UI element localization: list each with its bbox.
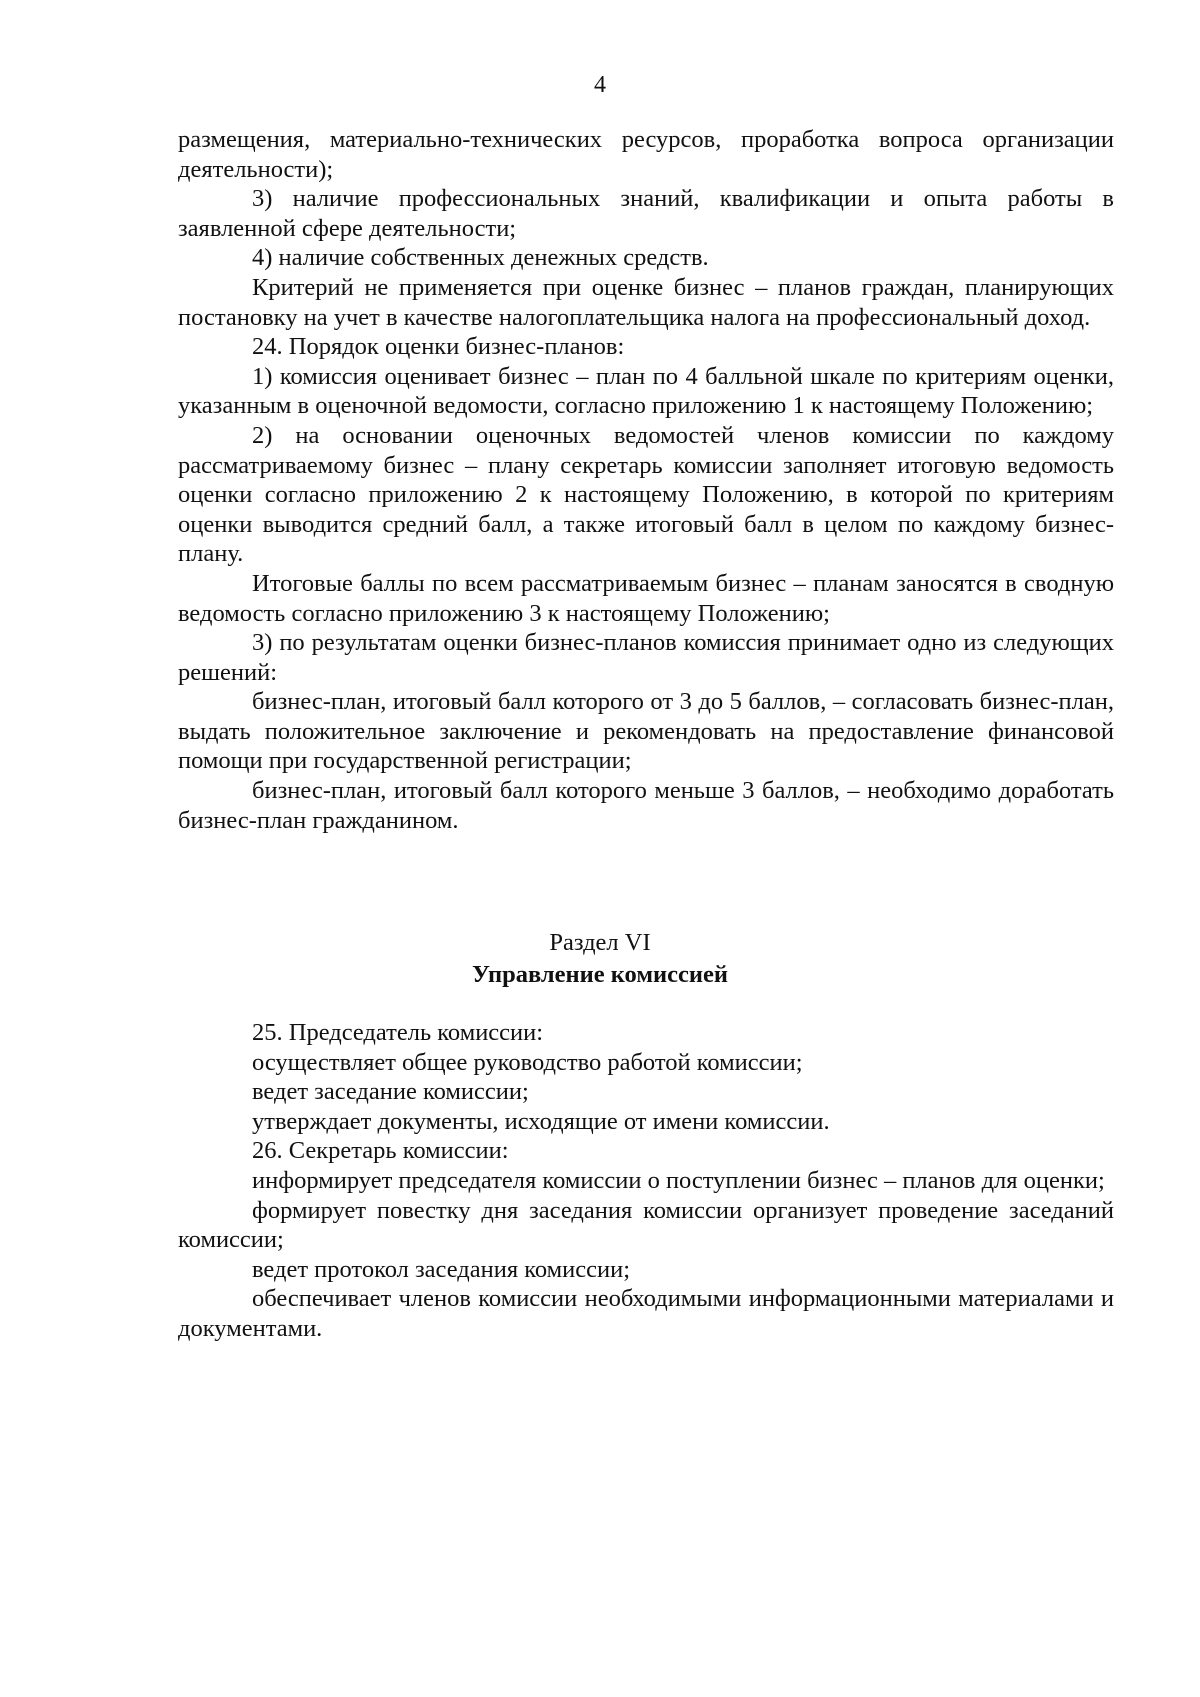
paragraph: формирует повестку дня заседания комиссии организует проведение заседаний комиссии; [178, 1196, 1114, 1254]
paragraph: 2) на основании оценочных ведомостей членов комиссии по каждому рассматриваемому бизнес – плану секретарь комиссии заполняет итоговую ведомость оценки согласно приложению 2 к настоящему Положению, в которой по критериям оценки выводится средний балл, а также итоговый балл в целом по каждому бизнес-плану. [178, 421, 1114, 568]
section-heading: Управление комиссией [472, 961, 728, 988]
paragraph: осуществляет общее руководство работой комиссии; [252, 1048, 803, 1076]
paragraph: информирует председателя комиссии о поступлении бизнес – планов для оценки; [252, 1166, 1105, 1194]
body-text-after-section [178, 1018, 1114, 1344]
paragraph: 3) наличие профессиональных знаний, квалификации и опыта работы в заявленной сфере деятельности; [178, 185, 1114, 242]
body-text-before-section [178, 125, 1114, 835]
paragraph: ведет протокол заседания комиссии; [252, 1255, 631, 1283]
page-number: 4 [594, 72, 606, 98]
paragraph: Критерий не применяется при оценке бизнес – планов граждан, планирующих постановку на учет в качестве налогоплательщика налога на профессиональный доход. [178, 273, 1114, 331]
section-number: Раздел VI [549, 929, 651, 956]
paragraph: бизнес-план, итоговый балл которого от 3 до 5 баллов, – согласовать бизнес-план, выдать положительное заключение и рекомендовать на предоставление финансовой помощи при государственной регистрации; [178, 688, 1114, 775]
paragraph: бизнес-план, итоговый балл которого меньше 3 баллов, – необходимо доработать бизнес-план гражданином. [178, 777, 1114, 834]
paragraph: ведет заседание комиссии; [252, 1078, 529, 1106]
paragraph: 25. Председатель комиссии: [252, 1019, 544, 1046]
paragraph: Итоговые баллы по всем рассматриваемым бизнес – планам заносятся в сводную ведомость согласно приложению 3 к настоящему Положению; [178, 569, 1114, 627]
paragraph: 1) комиссия оценивает бизнес – план по 4 балльной шкале по критериям оценки, указанным в оценочной ведомости, согласно приложению 1 к настоящему Положению; [178, 362, 1114, 420]
paragraph: обеспечивает членов комиссии необходимыми информационными материалами и документами. [178, 1285, 1114, 1342]
paragraph: утверждает документы, исходящие от имени комиссии. [252, 1107, 830, 1135]
paragraph: 24. Порядок оценки бизнес-планов: [252, 333, 625, 361]
paragraph: размещения, материально-технических ресурсов, проработка вопроса организации деятельности); [178, 126, 1114, 183]
paragraph: 26. Секретарь комиссии: [252, 1137, 509, 1165]
paragraph: 3) по результатам оценки бизнес-планов комиссия принимает одно из следующих решений: [178, 629, 1114, 686]
paragraph: 4) наличие собственных денежных средств. [252, 244, 709, 272]
